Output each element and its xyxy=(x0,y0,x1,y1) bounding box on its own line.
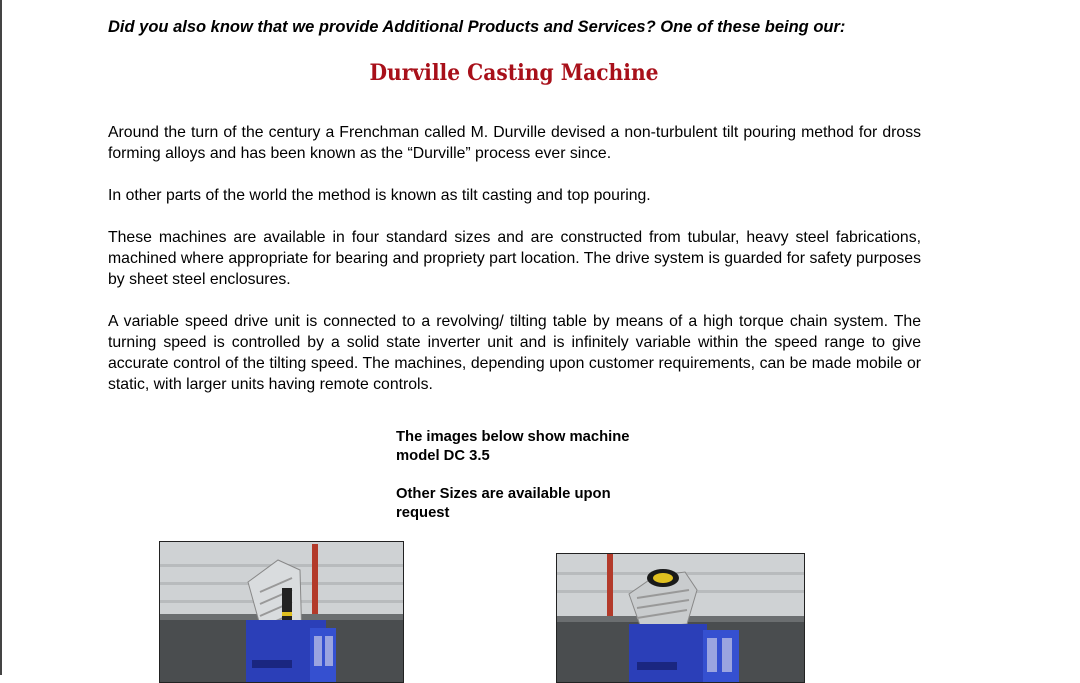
page-title: Durville Casting Machine xyxy=(369,60,659,86)
image-caption xyxy=(396,428,656,542)
machine-photo-left xyxy=(159,541,404,683)
page-border xyxy=(0,0,2,675)
paragraph-drive-unit: A variable speed drive unit is connected to a revolving/ tilting table by means of a high torque chain system. The turning speed is controlled by a solid state inverter unit and is infinitely variable within the speed range to give accurate control of the tilting speed. The machines, depending upon customer requirements, can be made mobile or static, with larger units having remote controls. xyxy=(108,313,921,393)
intro-text: Did you also know that we provide Additional Products and Services? One of these being our: xyxy=(108,18,846,36)
caption-model: The images below show machine model DC 3.5 xyxy=(396,429,630,464)
caption-sizes: Other Sizes are available upon request xyxy=(396,486,611,521)
machine-illustration-left xyxy=(160,542,403,682)
paragraph-construction: These machines are available in four standard sizes and are constructed from tubular, heavy steel fabrications, machined where appropriate for bearing and propriety part location. The drive system is guarded for safety purposes by sheet steel enclosures. xyxy=(108,229,921,288)
paragraph-method: In other parts of the world the method is known as tilt casting and top pouring. xyxy=(108,187,651,204)
machine-illustration-right xyxy=(557,554,804,682)
paragraph-history: Around the turn of the century a Frenchman called M. Durville devised a non-turbulent tilt pouring method for dross forming alloys and has been known as the “Durville” process ever since. xyxy=(108,124,921,162)
machine-photo-right xyxy=(556,553,805,683)
body-text xyxy=(108,122,921,416)
